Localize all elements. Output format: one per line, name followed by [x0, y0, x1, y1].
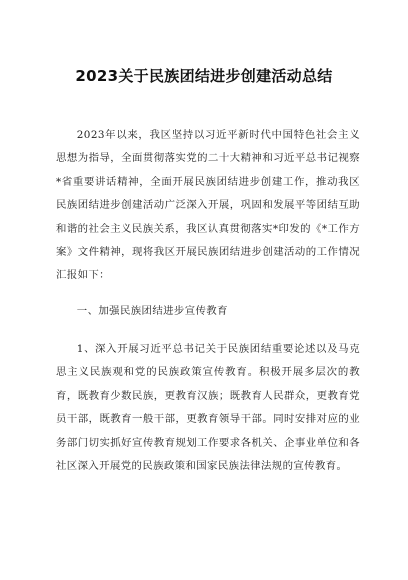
section-heading: 一、加强民族团结进步宣传教育 — [76, 305, 228, 317]
intro-paragraph: 2023年以来，我区坚持以习近平新时代中国特色社会主义思想为指导，全面贯彻落实党的二十大精神和习近平总书记视察*省重要讲话精神，全面开展民族团结进步创建工作，推动我区民族团结进步创建活动广泛深入开展，巩固和发展平等团结互助和谐的社会主义民族关系，我区认真贯彻落实*印发的《*工作方案》文件精神，现将我区开展民族团结进步创建活动的工作情况汇报如下： — [56, 129, 360, 282]
body-paragraph: 1、深入开展习近平总书记关于民族团结重要论述以及马克思主义民族观和党的民族政策宣传教育。积极开展多层次的教育，既教育少数民族，更教育汉族；既教育人民群众，更教育党员干部，既教育一般干部，更教育领导干部。同时安排对应的业务部门切实抓好宣传教育规划工作要求各机关、企事业单位和各社区深入开展党的民族政策和国家民族法律法规的宣传教育。 — [56, 343, 360, 473]
document-title: 2023关于民族团结进步创建活动总结 — [75, 67, 333, 85]
